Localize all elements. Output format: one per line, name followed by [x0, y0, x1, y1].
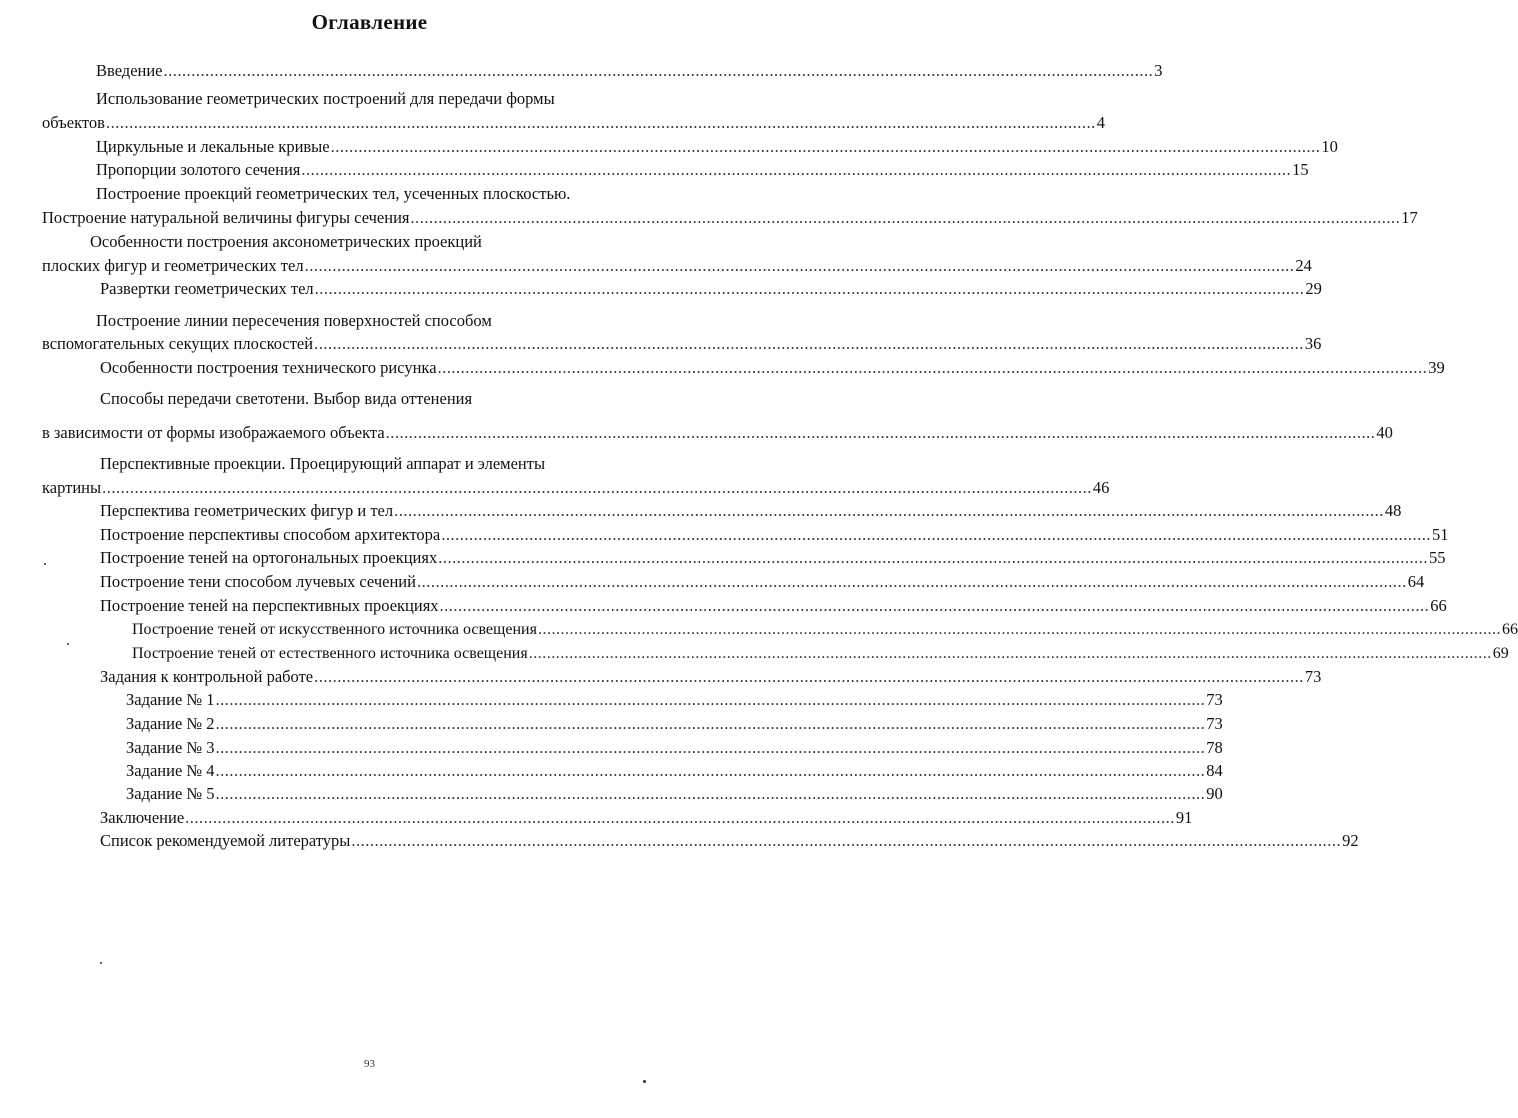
toc-entry-title: Задания к контрольной работе	[100, 667, 314, 686]
toc-entry	[42, 478, 1110, 497]
toc-entry-title: Задание № 2	[126, 714, 215, 733]
dot-leader	[216, 692, 1206, 709]
scan-speck	[100, 962, 102, 964]
toc-entry	[132, 645, 1509, 662]
dot-leader	[314, 669, 1304, 686]
dot-leader	[314, 336, 1304, 353]
toc-entry-title: Построение теней от искусственного источника освещения	[132, 621, 537, 638]
toc-entry	[100, 525, 1449, 544]
toc-entry	[126, 690, 1223, 709]
toc-entry-page: 17	[1401, 208, 1418, 227]
toc-entry-page: 39	[1428, 358, 1445, 377]
dot-leader	[216, 716, 1206, 733]
toc-entry-title: Построение натуральной величины фигуры сечения	[42, 208, 410, 227]
toc-entry-title: Задание № 5	[126, 784, 215, 803]
dot-leader	[438, 360, 1428, 377]
dot-leader	[185, 810, 1175, 827]
dot-leader	[331, 139, 1321, 156]
toc-entry	[100, 572, 1425, 591]
toc-entry	[100, 831, 1359, 850]
dot-leader	[438, 550, 1428, 567]
toc-entry-page: 64	[1407, 572, 1425, 591]
toc-entry-title: Перспектива геометрических фигур и тел	[100, 501, 394, 520]
dot-leader	[216, 786, 1206, 803]
toc-entry-page: 66	[1501, 621, 1518, 638]
toc-entry-page: 3	[1154, 61, 1163, 80]
toc-entry-title: Задание № 1	[126, 690, 215, 709]
dot-leader	[305, 258, 1295, 275]
toc-entry-title: Построение линии пересечения поверхностей способом	[96, 311, 492, 330]
toc-entry	[100, 358, 1445, 377]
dot-leader	[315, 281, 1305, 298]
dot-leader	[440, 598, 1430, 615]
toc-entry	[96, 137, 1338, 156]
toc-entry-title: Особенности построения аксонометрических проекций	[90, 232, 482, 251]
toc-entry	[100, 501, 1402, 520]
dot-leader	[301, 162, 1291, 179]
toc-entry-page: 90	[1206, 784, 1223, 803]
toc-entry-page: 29	[1305, 279, 1322, 298]
toc-entry	[42, 208, 1418, 227]
dot-leader	[441, 527, 1431, 544]
toc-entry-title: Пропорции золотого сечения	[96, 160, 301, 179]
toc-entry	[126, 738, 1223, 757]
dot-leader	[216, 763, 1206, 780]
toc-entry-page: 73	[1304, 667, 1322, 686]
toc-entry	[42, 113, 1105, 132]
toc-entry-page: 40	[1376, 423, 1393, 442]
toc-entry-page: 92	[1342, 831, 1359, 850]
page-number: 93	[364, 1058, 375, 1070]
toc-entry	[126, 714, 1223, 733]
dot-leader	[394, 503, 1384, 520]
toc-entry-page: 48	[1384, 501, 1402, 520]
toc-entry-page: 66	[1430, 596, 1447, 615]
toc-entry-title: Перспективные проекции. Проецирующий аппарат и элементы	[100, 454, 546, 473]
toc-entry-title: плоских фигур и геометрических тел	[42, 256, 304, 275]
toc-entry-title: Особенности построения технического рисунка	[100, 358, 437, 377]
toc-entry-title: Задание № 3	[126, 738, 215, 757]
toc-entry	[42, 256, 1312, 275]
toc-entry-title: Циркульные и лекальные кривые	[96, 137, 330, 156]
toc-entry-title: Построение проекций геометрических тел, усеченных плоскостью.	[96, 184, 571, 203]
dot-leader	[351, 833, 1341, 850]
toc-entry-title: Введение	[96, 61, 163, 80]
toc-entry-title: вспомогательных секущих плоскостей	[42, 334, 314, 353]
scan-speck	[67, 643, 69, 645]
toc-entry-title: Развертки геометрических тел	[100, 279, 314, 298]
toc-entry-title: Построение теней от естественного источника освещения	[132, 645, 528, 662]
dot-leader	[102, 480, 1092, 497]
toc-entry-page: 15	[1292, 160, 1309, 179]
toc-entry-page: 10	[1321, 137, 1338, 156]
dot-leader	[106, 115, 1096, 132]
toc-entry-title: Задание № 4	[126, 761, 215, 780]
toc-entry-title: Построение теней на перспективных проекциях	[100, 596, 439, 615]
toc-entry-page: 51	[1432, 525, 1449, 544]
toc-entry	[96, 160, 1309, 179]
toc-entry-page: 73	[1206, 714, 1223, 733]
toc-entry	[42, 423, 1393, 442]
toc-entry-page: 24	[1295, 256, 1312, 275]
toc-entry-page: 36	[1304, 334, 1322, 353]
scan-speck	[643, 1080, 646, 1083]
page-title: Оглавление	[311, 10, 428, 34]
toc-entry	[100, 808, 1193, 827]
toc-entry-title: картины	[42, 478, 102, 497]
toc-entry-page: 73	[1206, 690, 1223, 709]
toc-entry-page: 46	[1092, 478, 1110, 497]
dot-leader	[417, 574, 1407, 591]
toc-entry-title: Способы передачи светотени. Выбор вида оттенения	[100, 389, 473, 408]
toc-entry-page: 4	[1096, 113, 1105, 132]
toc-entry	[96, 61, 1163, 80]
toc-entry-title: Использование геометрических построений для передачи формы	[96, 89, 555, 108]
toc-entry-page: 84	[1206, 761, 1223, 780]
dot-leader	[538, 622, 1501, 638]
dot-leader	[386, 425, 1376, 442]
toc-entry-page: 78	[1206, 738, 1223, 757]
toc-entry	[126, 761, 1223, 780]
toc-entry-title: Построение перспективы способом архитектора	[100, 525, 441, 544]
toc-entry	[100, 596, 1447, 615]
toc-entry-page: 91	[1175, 808, 1193, 827]
toc-entry-title: Список рекомендуемой литературы	[100, 831, 351, 850]
toc-entry	[100, 548, 1446, 567]
toc-entry	[100, 279, 1322, 298]
toc-entry-page: 55	[1428, 548, 1446, 567]
toc-entry	[132, 621, 1518, 638]
toc-entry-title: Построение теней на ортогональных проекциях	[100, 548, 438, 567]
dot-leader	[216, 740, 1206, 757]
toc-entry	[42, 334, 1322, 353]
toc-entry-page: 69	[1492, 645, 1509, 662]
toc-entry	[100, 667, 1322, 686]
toc-entry-title: Заключение	[100, 808, 185, 827]
toc-entry-title: Построение тени способом лучевых сечений	[100, 572, 416, 591]
dot-leader	[164, 63, 1154, 80]
dot-leader	[529, 646, 1492, 662]
toc-entry-title: в зависимости от формы изображаемого объекта	[42, 423, 385, 442]
scan-speck	[44, 563, 46, 565]
toc-entry	[126, 784, 1223, 803]
toc-entry-title: объектов	[42, 113, 105, 132]
dot-leader	[411, 210, 1401, 227]
